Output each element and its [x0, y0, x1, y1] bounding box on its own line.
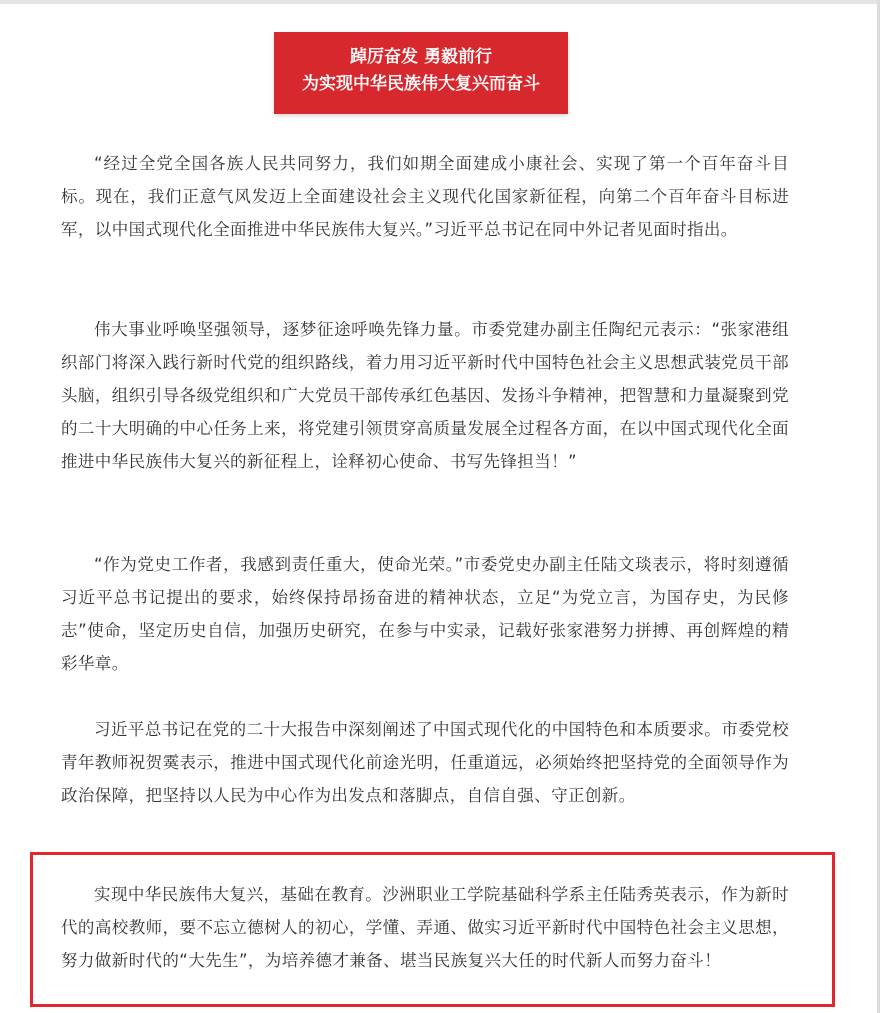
- banner-line-2: 为实现中华民族伟大复兴而奋斗: [302, 74, 540, 94]
- paragraph-1: “经过全党全国各族人民共同努力，我们如期全面建成小康社会、实现了第一个百年奋斗目标。现在，我们正意气风发迈上全面建设社会主义现代化国家新征程，向第二个百年奋斗目标进军，以中国式现代化全面推进中华民族伟大复兴。”习近平总书记在同中外记者见面时指出。: [61, 154, 789, 239]
- paragraph-3: “作为党史工作者，我感到责任重大，使命光荣。”市委党史办副主任陆文琰表示，将时刻遵循习近平总书记提出的要求，始终保持昂扬奋进的精神状态，立足“为党立言，为国存史，为民修志”使命，坚定历史自信，加强历史研究，在参与中实录，记载好张家港努力拼搏、再创辉煌的精彩华章。: [61, 555, 789, 673]
- title-banner: [274, 32, 568, 114]
- banner-line-1: 踔厉奋发 勇毅前行: [350, 47, 492, 67]
- paragraph-4: 习近平总书记在党的二十大报告中深刻阐述了中国式现代化的中国特色和本质要求。市委党校青年教师祝贺霙表示，推进中国式现代化前途光明，任重道远，必须始终把坚持党的全面领导作为政治保障，把坚持以人民为中心作为出发点和落脚点，自信自强、守正创新。: [61, 720, 789, 805]
- top-edge: [0, 0, 880, 4]
- paragraph-2: 伟大事业呼唤坚强领导，逐梦征途呼唤先锋力量。市委党建办副主任陶纪元表示：“张家港组织部门将深入践行新时代党的组织路线，着力用习近平新时代中国特色社会主义思想武装党员干部头脑，组织引导各级党组织和广大党员干部传承红色基因、发扬斗争精神，把智慧和力量凝聚到党的二十大明确的中心任务上来，将党建引领贯穿高质量发展全过程各方面，在以中国式现代化全面推进中华民族伟大复兴的新征程上，诠释初心使命、书写先锋担当！”: [61, 320, 789, 471]
- paragraph-5-highlighted: 实现中华民族伟大复兴，基础在教育。沙洲职业工学院基础科学系主任陆秀英表示，作为新时代的高校教师，要不忘立德树人的初心，学懂、弄通、做实习近平新时代中国特色社会主义思想，努力做新时代的“大先生”，为培养德才兼备、堪当民族复兴大任的时代新人而努力奋斗！: [61, 885, 789, 970]
